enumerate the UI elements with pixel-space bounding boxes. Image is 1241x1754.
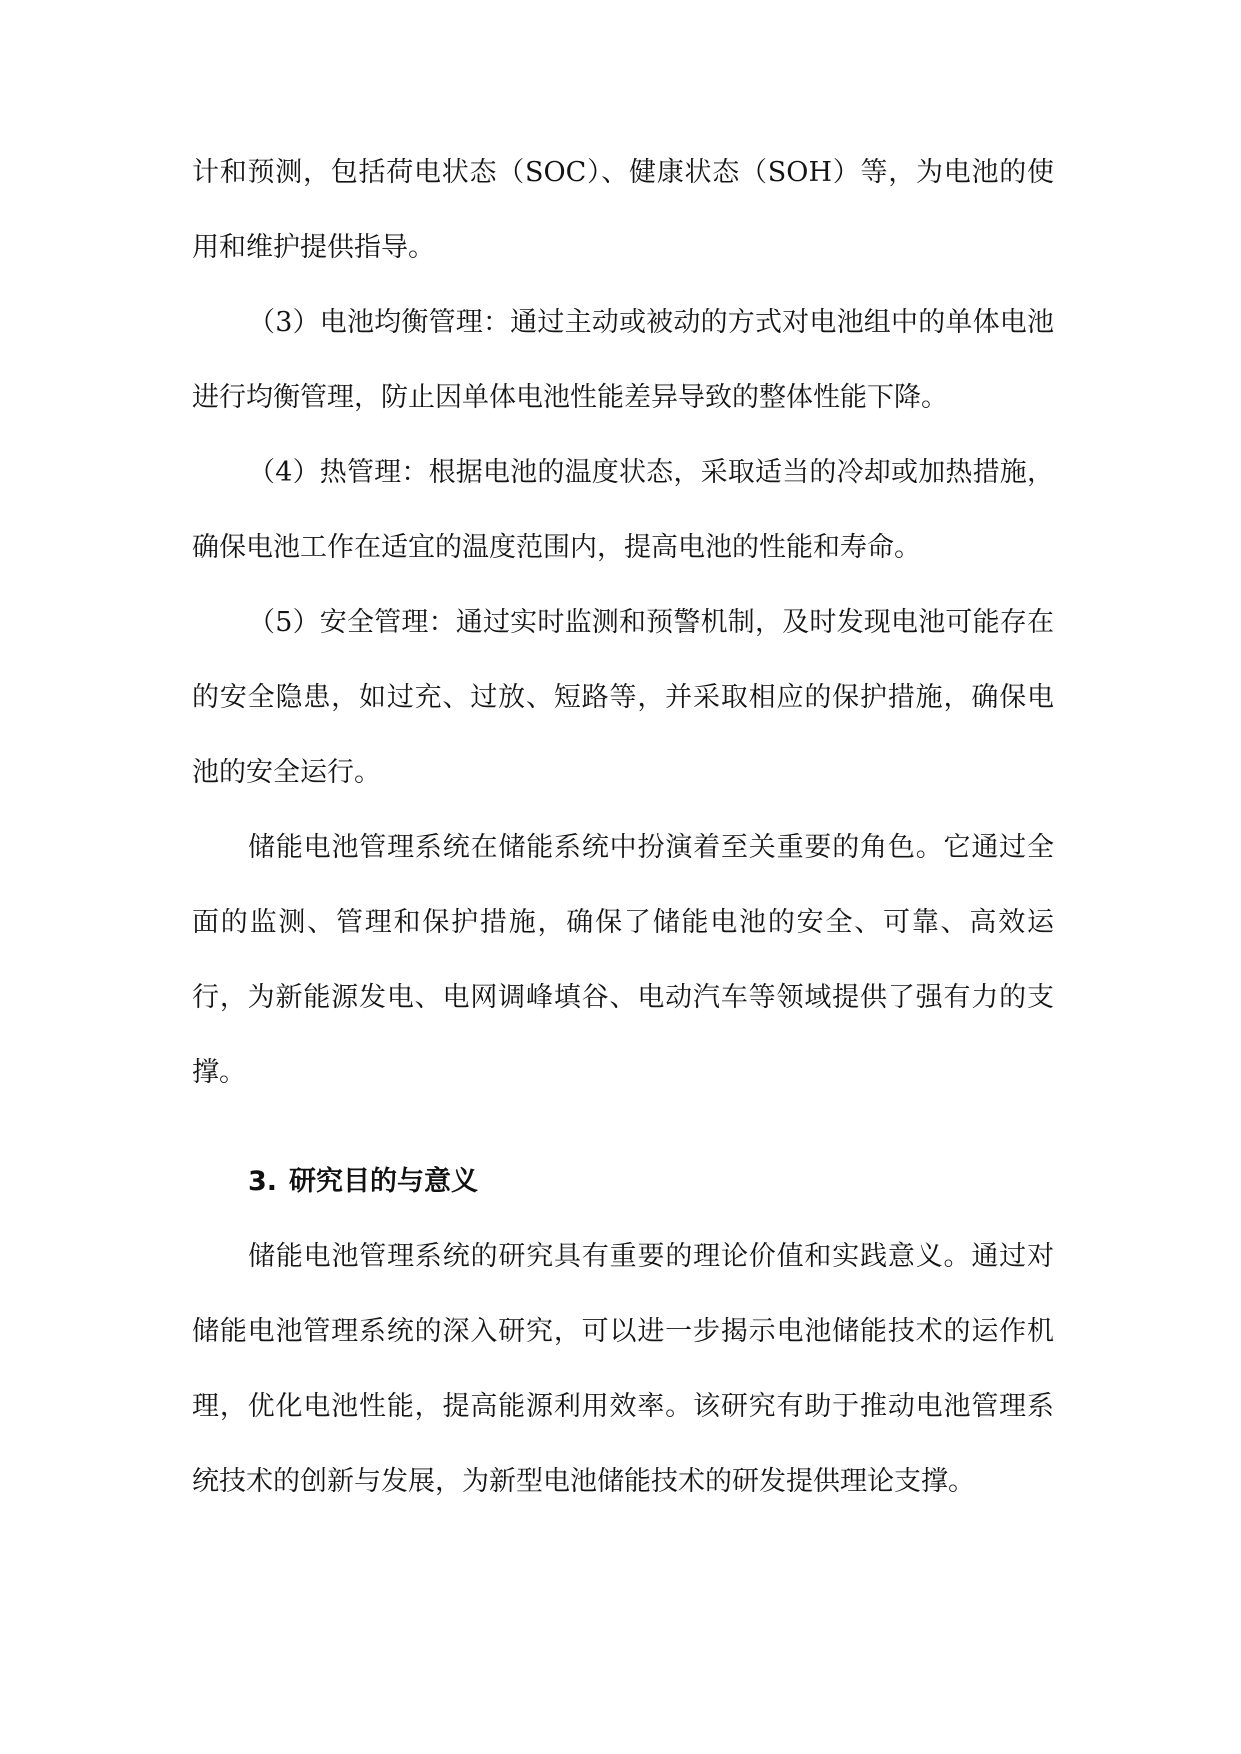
- section-heading: [192, 1144, 1054, 1219]
- paragraph-battery-balancing: （3）电池均衡管理：通过主动或被动的方式对电池组中的单体电池进行均衡管理，防止因单体电池性能差异导致的整体性能下降。: [192, 307, 1054, 413]
- paragraph-thermal-management: （4）热管理：根据电池的温度状态，采取适当的冷却或加热措施，确保电池工作在适宜的温度范围内，提高电池的性能和寿命。: [192, 457, 1054, 563]
- paragraph-safety-management: （5）安全管理：通过实时监测和预警机制，及时发现电池可能存在的安全隐患，如过充、过放、短路等，并采取相应的保护措施，确保电池的安全运行。: [192, 607, 1054, 788]
- paragraph-bms-role-summary: 储能电池管理系统在储能系统中扮演着至关重要的角色。它通过全面的监测、管理和保护措施，确保了储能电池的安全、可靠、高效运行，为新能源发电、电网调峰填谷、电动汽车等领域提供了强有力的支撑。: [192, 832, 1054, 1088]
- document-body: [192, 135, 1054, 1519]
- section-title: 研究目的与意义: [289, 1166, 479, 1197]
- paragraph-research-significance: 储能电池管理系统的研究具有重要的理论价值和实践意义。通过对储能电池管理系统的深入研究，可以进一步揭示电池储能技术的运作机理，优化电池性能，提高能源利用效率。该研究有助于推动电池管理系统技术的创新与发展，为新型电池储能技术的研发提供理论支撑。: [192, 1241, 1054, 1497]
- section-number: 3.: [248, 1166, 278, 1197]
- paragraph-continued-soc-soh: 计和预测，包括荷电状态（SOC）、健康状态（SOH）等，为电池的使用和维护提供指导。: [192, 157, 1054, 263]
